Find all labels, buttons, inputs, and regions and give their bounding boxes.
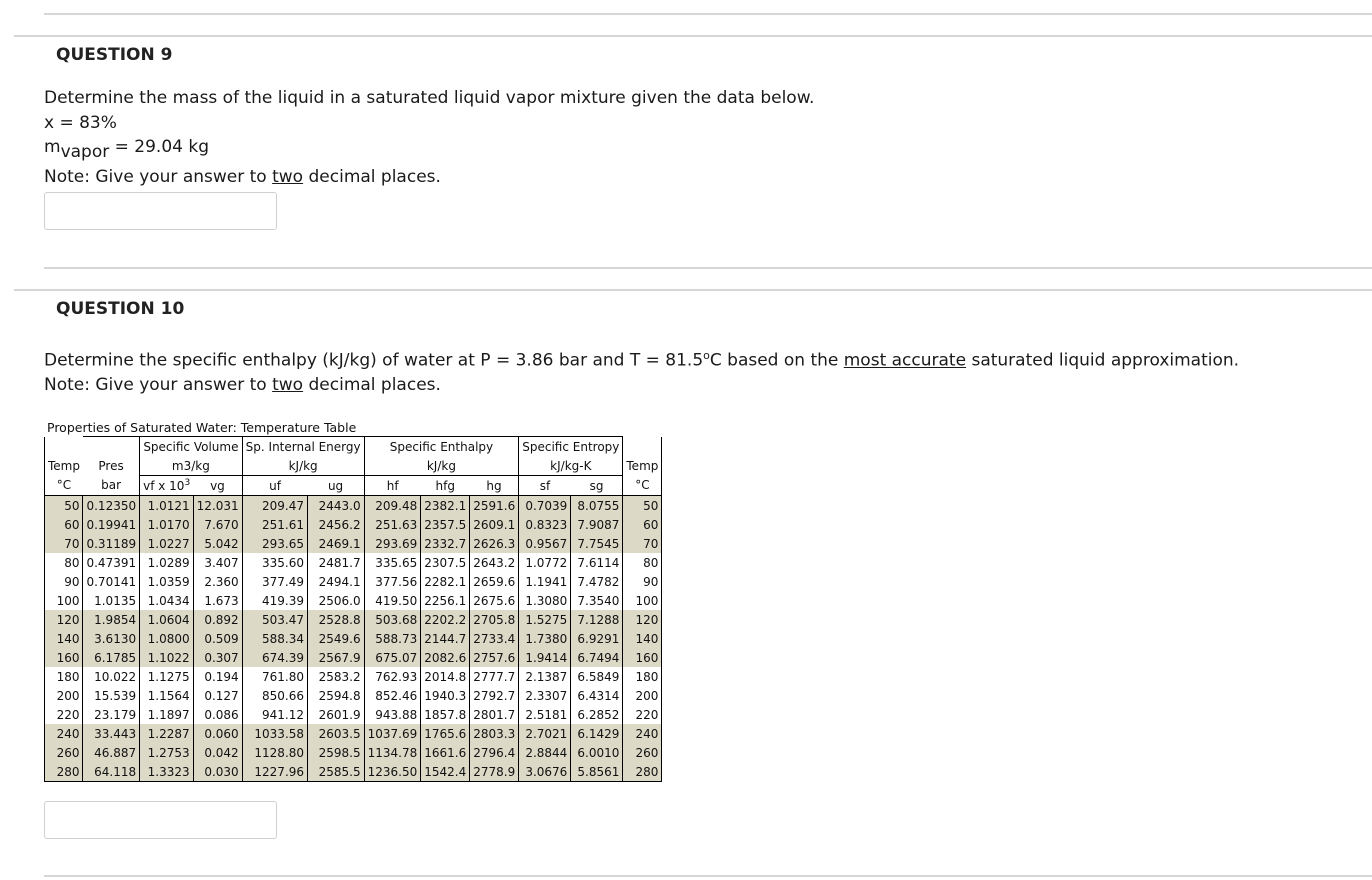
table-cell: 3.6130 [83,629,140,648]
table-row [45,667,662,686]
table-cell: 1227.96 [242,762,307,782]
table-cell: 2792.7 [470,686,519,705]
table-row [45,496,662,516]
table-cell: 674.39 [242,648,307,667]
table-cell: 2777.7 [470,667,519,686]
table-cell: 3.407 [193,553,242,572]
table-cell: 80 [45,553,83,572]
table-cell: 251.63 [364,515,421,534]
table-cell: 2585.5 [308,762,365,782]
group-enthalpy: Specific Enthalpy [364,437,519,457]
table-cell: 6.9291 [571,629,623,648]
table-cell: 1.3323 [140,762,194,782]
table-cell: 50 [45,496,83,516]
table-cell: 200 [45,686,83,705]
table-cell: 0.307 [193,648,242,667]
table-cell: 2705.8 [470,610,519,629]
table-cell: 0.086 [193,705,242,724]
table-cell: 3.0676 [519,762,571,782]
table-cell: 0.8323 [519,515,571,534]
table-cell: 1.1564 [140,686,194,705]
table-cell: 220 [623,705,662,724]
col-vg: vg [193,476,242,496]
table-cell: 1.9414 [519,648,571,667]
table-cell: 1037.69 [364,724,421,743]
table-row [45,629,662,648]
table-cell: 2601.9 [308,705,365,724]
table-cell: 2.360 [193,572,242,591]
prompt-part1: Determine the specific enthalpy (kJ/kg) of water at P = 3.86 bar and T = 81.5 [44,350,704,371]
note-suffix: decimal places. [303,375,441,395]
table-cell: 7.7545 [571,534,623,553]
q10-note [44,375,441,395]
table-cell: 2.1387 [519,667,571,686]
table-cell: 0.892 [193,610,242,629]
note-prefix: Note: Give your answer to [44,167,273,187]
table-cell: 1542.4 [421,762,470,782]
table-row [45,724,662,743]
table-cell: 1.1941 [519,572,571,591]
table-cell: 280 [45,762,83,782]
unit-enthalpy: kJ/kg [364,456,519,476]
table-cell: 2144.7 [421,629,470,648]
table-cell: 6.7494 [571,648,623,667]
col-hg: hg [470,476,519,496]
vf-exponent: 3 [184,478,191,488]
degree-mark: o [703,349,710,362]
table-cell: 1.0289 [140,553,194,572]
table-cell: 6.4314 [571,686,623,705]
table-row [45,591,662,610]
col-pres-unit: bar [83,476,140,496]
table-cell: 2778.9 [470,762,519,782]
table-cell: 209.48 [364,496,421,516]
table-cell: 1236.50 [364,762,421,782]
table-cell: 377.56 [364,572,421,591]
table-cell: 209.47 [242,496,307,516]
q9-x-value: x = 83% [44,113,117,133]
table-cell: 1661.6 [421,743,470,762]
table-cell: 33.443 [83,724,140,743]
table-cell: 1.1022 [140,648,194,667]
table-cell: 1.7380 [519,629,571,648]
table-cell: 0.19941 [83,515,140,534]
unit-entropy: kJ/kg-K [519,456,623,476]
table-cell: 1.5275 [519,610,571,629]
col-temp: Temp [45,456,83,476]
table-cell: 6.0010 [571,743,623,762]
table-cell: 675.07 [364,648,421,667]
prompt-part3: saturated liquid approximation. [966,350,1240,371]
table-cell: 1.0227 [140,534,194,553]
table-cell: 7.9087 [571,515,623,534]
table-cell: 2594.8 [308,686,365,705]
col-ug: ug [308,476,365,496]
table-cell: 6.5849 [571,667,623,686]
table-cell: 2626.3 [470,534,519,553]
table-cell: 293.65 [242,534,307,553]
table-cell: 251.61 [242,515,307,534]
table-cell: 1.1275 [140,667,194,686]
table-cell: 2.8844 [519,743,571,762]
col-temp-right-unit: °C [623,476,662,496]
table-cell: 1.0772 [519,553,571,572]
table-cell: 160 [623,648,662,667]
table-cell: 2506.0 [308,591,365,610]
table-cell: 0.31189 [83,534,140,553]
table-cell: 1.0121 [140,496,194,516]
col-hf: hf [364,476,421,496]
note-suffix: decimal places. [303,167,441,187]
table-cell: 852.46 [364,686,421,705]
q10-divider [14,289,1372,291]
table-cell: 46.887 [83,743,140,762]
table-cell: 2603.5 [308,724,365,743]
table-cell: 588.73 [364,629,421,648]
table-row [45,743,662,762]
table-cell: 2801.7 [470,705,519,724]
group-internal-energy: Sp. Internal Energy [242,437,364,457]
col-sf: sf [519,476,571,496]
table-cell: 850.66 [242,686,307,705]
table-cell: 1.3080 [519,591,571,610]
table-cell: 0.042 [193,743,242,762]
table-cell: 1.0800 [140,629,194,648]
table-cell: 240 [45,724,83,743]
table-cell: 6.2852 [571,705,623,724]
table-cell: 941.12 [242,705,307,724]
table-cell: 0.060 [193,724,242,743]
table-cell: 260 [45,743,83,762]
table-cell: 377.49 [242,572,307,591]
table-cell: 419.39 [242,591,307,610]
table-cell: 1.1897 [140,705,194,724]
col-uf: uf [242,476,307,496]
col-pres: Pres [83,456,140,476]
prompt-part2: C based on the [709,350,844,371]
table-cell: 2.5181 [519,705,571,724]
table-cell: 12.031 [193,496,242,516]
table-cell: 2757.6 [470,648,519,667]
col-vf [140,476,194,496]
table-cell: 2803.3 [470,724,519,743]
table-cell: 2567.9 [308,648,365,667]
table-row [45,648,662,667]
table-cell: 1128.80 [242,743,307,762]
note-emphasis: two [272,375,304,395]
table-cell: 2.7021 [519,724,571,743]
table-cell: 1.2287 [140,724,194,743]
table-cell: 503.47 [242,610,307,629]
table-row [45,705,662,724]
table-cell: 7.6114 [571,553,623,572]
q9-prompt: Determine the mass of the liquid in a saturated liquid vapor mixture given the data below. [44,88,815,108]
table-cell: 1033.58 [242,724,307,743]
table-cell: 1940.3 [421,686,470,705]
q10-prompt [44,349,1239,371]
table-cell: 1.0604 [140,610,194,629]
table-cell: 2282.1 [421,572,470,591]
table-cell: 1.0170 [140,515,194,534]
table-cell: 8.0755 [571,496,623,516]
unit-volume: m3/kg [140,456,243,476]
table-cell: 2456.2 [308,515,365,534]
table-cell: 1.0135 [83,591,140,610]
table-cell: 120 [45,610,83,629]
table-cell: 762.93 [364,667,421,686]
table-cell: 0.9567 [519,534,571,553]
table-cell: 6.1785 [83,648,140,667]
table-cell: 180 [623,667,662,686]
table-cell: 2202.2 [421,610,470,629]
table-cell: 0.70141 [83,572,140,591]
table-cell: 70 [45,534,83,553]
table-cell: 5.8561 [571,762,623,782]
table-cell: 2382.1 [421,496,470,516]
table-cell: 90 [45,572,83,591]
table-cell: 335.60 [242,553,307,572]
table-cell: 2307.5 [421,553,470,572]
table-cell: 2357.5 [421,515,470,534]
col-sg: sg [571,476,623,496]
table-cell: 60 [623,515,662,534]
saturated-water-table [44,420,662,782]
table-cell: 2659.6 [470,572,519,591]
table-cell: 2733.4 [470,629,519,648]
table-row [45,686,662,705]
table-cell: 2796.4 [470,743,519,762]
table-cell: 761.80 [242,667,307,686]
table-row [45,572,662,591]
q10-answer-input[interactable] [44,801,277,839]
table-cell: 64.118 [83,762,140,782]
table-cell: 5.042 [193,534,242,553]
table-cell: 80 [623,553,662,572]
table-cell: 60 [45,515,83,534]
table-row [45,534,662,553]
table-cell: 0.12350 [83,496,140,516]
q9-bottom-divider [44,267,1372,269]
q9-answer-input[interactable] [44,192,277,230]
table-row [45,553,662,572]
unit-energy: kJ/kg [242,456,364,476]
prompt-emphasis: most accurate [843,350,967,371]
table-cell: 293.69 [364,534,421,553]
group-specific-volume: Specific Volume [140,437,243,457]
table-cell: 2643.2 [470,553,519,572]
mass-value: = 29.04 kg [109,137,209,157]
table-cell: 2609.1 [470,515,519,534]
table-cell: 70 [623,534,662,553]
col-temp-right: Temp [623,456,662,476]
table-cell: 2549.6 [308,629,365,648]
note-prefix: Note: Give your answer to [44,375,273,395]
table-cell: 2082.6 [421,648,470,667]
table-cell: 90 [623,572,662,591]
top-divider [44,13,1372,15]
note-emphasis: two [272,167,304,187]
vf-label: vf x 10 [143,479,185,493]
mass-subscript: vapor [60,142,110,162]
table-row [45,610,662,629]
table-cell: 0.127 [193,686,242,705]
table-cell: 120 [623,610,662,629]
table-row [45,762,662,782]
table-cell: 140 [623,629,662,648]
table-cell: 2591.6 [470,496,519,516]
table-cell: 7.3540 [571,591,623,610]
table-cell: 180 [45,667,83,686]
table-cell: 2675.6 [470,591,519,610]
table-cell: 335.65 [364,553,421,572]
table-cell: 240 [623,724,662,743]
group-entropy: Specific Entropy [519,437,623,457]
table-cell: 1.673 [193,591,242,610]
table-cell: 943.88 [364,705,421,724]
table-cell: 260 [623,743,662,762]
table-caption: Properties of Saturated Water: Temperature Table [47,420,357,435]
table-cell: 100 [45,591,83,610]
table-cell: 2256.1 [421,591,470,610]
table-cell: 280 [623,762,662,782]
bottom-divider [44,875,1372,877]
table-cell: 503.68 [364,610,421,629]
col-temp-unit: °C [45,476,83,496]
table-cell: 7.4782 [571,572,623,591]
table-cell: 160 [45,648,83,667]
q9-note [44,167,441,187]
table-cell: 220 [45,705,83,724]
table-body [45,496,662,782]
table-cell: 0.47391 [83,553,140,572]
table-cell: 200 [623,686,662,705]
table-cell: 1765.6 [421,724,470,743]
table-cell: 6.1429 [571,724,623,743]
table-cell: 2494.1 [308,572,365,591]
table-cell: 2.3307 [519,686,571,705]
table-cell: 15.539 [83,686,140,705]
table-cell: 2583.2 [308,667,365,686]
table-cell: 1857.8 [421,705,470,724]
table-cell: 2598.5 [308,743,365,762]
table-cell: 100 [623,591,662,610]
table-cell: 50 [623,496,662,516]
mass-symbol: m [44,137,61,157]
table-cell: 2481.7 [308,553,365,572]
table-cell: 419.50 [364,591,421,610]
table-cell: 1134.78 [364,743,421,762]
table-row [45,515,662,534]
q9-title: QUESTION 9 [56,45,173,65]
table-cell: 1.9854 [83,610,140,629]
table-cell: 1.0359 [140,572,194,591]
table-cell: 1.2753 [140,743,194,762]
q9-divider [14,35,1372,37]
table-cell: 2332.7 [421,534,470,553]
table-cell: 7.1288 [571,610,623,629]
table-cell: 1.0434 [140,591,194,610]
table-cell: 0.7039 [519,496,571,516]
col-hfg: hfg [421,476,470,496]
table-cell: 588.34 [242,629,307,648]
table-cell: 23.179 [83,705,140,724]
table-cell: 0.194 [193,667,242,686]
table-cell: 2528.8 [308,610,365,629]
q9-mass-vapor [44,137,209,162]
table-cell: 0.030 [193,762,242,782]
table-cell: 10.022 [83,667,140,686]
table-cell: 2443.0 [308,496,365,516]
table-cell: 7.670 [193,515,242,534]
q10-title: QUESTION 10 [56,299,185,319]
table-cell: 2014.8 [421,667,470,686]
table-cell: 0.509 [193,629,242,648]
table-cell: 2469.1 [308,534,365,553]
table-cell: 140 [45,629,83,648]
